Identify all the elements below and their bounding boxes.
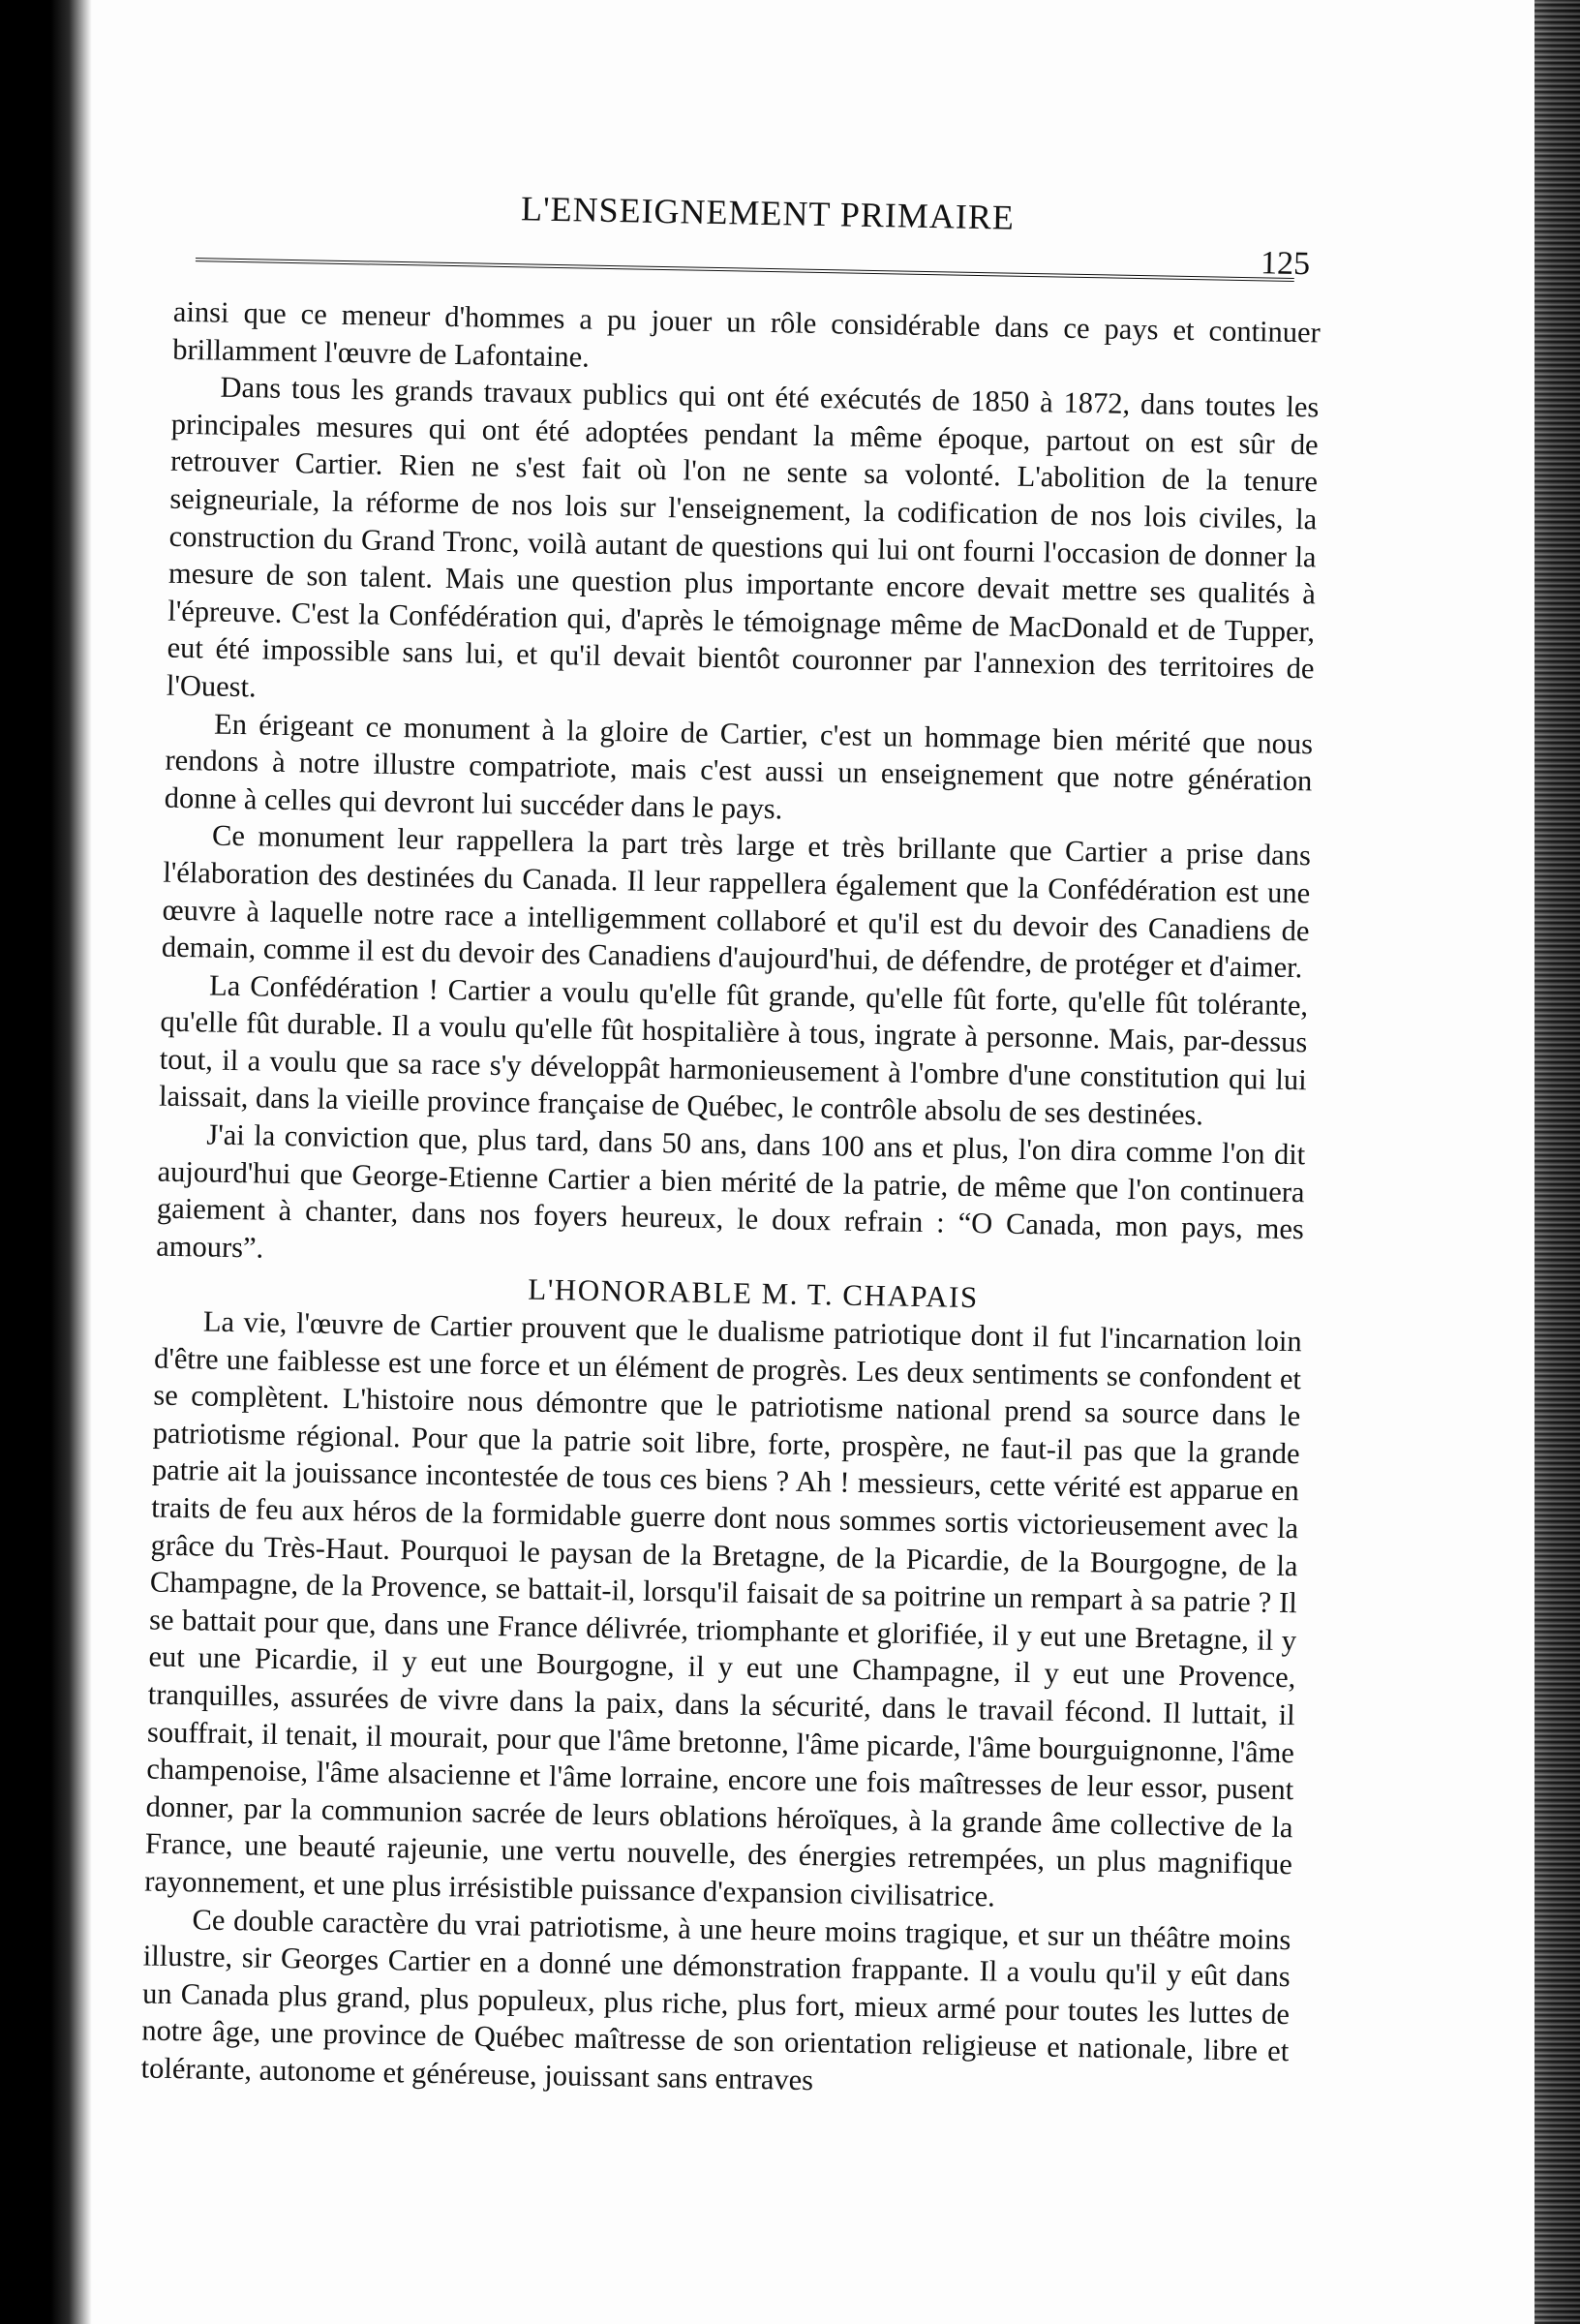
book-page: [92, 0, 1534, 2324]
paragraph-1: ainsi que ce meneur d'hommes a pu jouer un rôle considérable dans ce pays et continuer brillamment l'œuvre de Lafontaine.: [171, 294, 1322, 374]
page-number: 125: [1260, 245, 1311, 283]
paragraph-4: Ce monument leur rappellera la part très large et très brillante que Cartier a prise dans l'élaboration des destinées du Canada. Il leur rappellera également que la Confédération est une œuvre à laquelle notre race a intelligemment collaboré et qu'il est du devoir des Canadiens de demain, comme il est du devoir des Canadiens d'aujourd'hui, de défendre, de protéger et d'aimer.: [161, 818, 1312, 985]
paragraph-7: La vie, l'œuvre de Cartier prouvent que le dualisme patriotique dont il fut l'incarnation loin d'être une faiblesse est une force et un élément de progrès. Les deux sentiments se confondent et se complètent. L'histoire nous démontre que le patriotisme national prend sa source dans le patriotisme régional. Pour que la patrie soit libre, forte, prospère, ne faut-il pas que la grande patrie ait la jouissance incontestée de tous ces biens ? Ah ! messieurs, cette vérité est apparue en traits de feu aux héros de la formidable guerre dont nous sommes sortis victorieusement avec la grâce du Très-Haut. Pourquoi le paysan de la Bretagne, de la Picardie, de la Bourgogne, de la Champagne, de la Provence, se battait-il, lorsqu'il faisait de sa poitrine un rempart à sa patrie ? Il se battait pour que, dans une France délivrée, triomphante et glorifiée, il y eut une Bretagne, il y eut une Picardie, il y eut une Bourgogne, il y eut une Champagne, il y eut une Provence, tranquilles, assurées de vivre dans la paix, dans la sécurité, dans le travail fécond. Il luttait, il souffrait, il tenait, il mourait, pour que l'âme bretonne, l'âme picarde, l'âme bourguignonne, l'âme champenoise, l'âme alsacienne et l'âme lorraine, encore une fois maîtresses de leur essor, pusent donner, par la communion sacrée de leurs oblations héroïques, à la grande âme collective de la France, une beauté rajeunie, une vertu nouvelle, des énergies retrempées, un plus magnifique rayonnement, et une plus irrésistible puissance d'expansion civilisatrice.: [143, 1304, 1303, 1913]
paragraph-8: Ce double caractère du vrai patriotisme, à une heure moins tragique, et sur un théâtre moins illustre, sir Georges Cartier en a donné une démonstration frappante. Il a voulu qu'il y eût dans un Canada plus grand, plus populeux, plus riche, plus fort, mieux armé pour toutes les luttes de notre âge, une province de Québec maîtresse de son orientation religieuse et nationale, libre et tolérante, autonome et généreuse, jouissant sans entraves: [140, 1902, 1291, 2097]
page-content: [92, 0, 1534, 2324]
paragraph-5: La Confédération ! Cartier a voulu qu'elle fût grande, qu'elle fût forte, qu'elle fût tolérante, qu'elle fût durable. Il a voulu qu'elle fût hospitalière à tous, ingrate à personne. Mais, par-dessus tout, il a voulu que sa race s'y développât harmonieusement à l'ombre d'une constitution qui lui laissait, dans la vieille province française de Québec, le contrôle absolu de ses destinées.: [158, 968, 1309, 1132]
paragraph-2: Dans tous les grands travaux publics qui ont été exécutés de 1850 à 1872, dans toutes les principales mesures qui ont été adoptées pendant la même époque, partout on est sûr de retrouver Cartier. Rien ne s'est fait où l'on ne sente sa volonté. L'abolition de la tenure seigneuriale, la réforme de nos lois sur l'enseignement, la codification de nos lois civiles, la construction du Grand Tronc, voilà autant de questions qui lui ont fourni l'occasion de donner la mesure de son talent. Mais une question plus importante encore devait mettre ses qualités à l'épreuve. C'est la Confédération qui, d'après le témoignage même de MacDonald et de Tupper, eut été impossible sans lui, et qu'il devait bientôt couronner par l'annexion des territoires de l'Ouest.: [166, 370, 1320, 704]
body-text: [140, 293, 1321, 2108]
header-rule: [196, 258, 1294, 282]
section-title: L'HONORABLE M. T. CHAPAIS: [528, 1272, 979, 1315]
running-head: L'ENSEIGNEMENT PRIMAIRE: [520, 189, 1016, 237]
book-fore-edge: [1534, 0, 1580, 2324]
paragraph-6: J'ai la conviction que, plus tard, dans 50 ans, dans 100 ans et plus, l'on dira comme l'on dit aujourd'hui que George-Etienne Cartier a bien mérité de la patrie, de même que l'on continuera gaiement à chanter, dans nos foyers heureux, le doux refrain : “O Canada, mon pays, mes amours”.: [155, 1117, 1306, 1265]
paragraph-3: En érigeant ce monument à la gloire de Cartier, c'est un hommage bien mérité que nous rendons à notre illustre compatriote, mais c'est aussi un enseignement que notre génération donne à celles qui devront lui succéder dans le pays.: [164, 707, 1314, 826]
scanner-left-margin: [0, 0, 92, 2324]
